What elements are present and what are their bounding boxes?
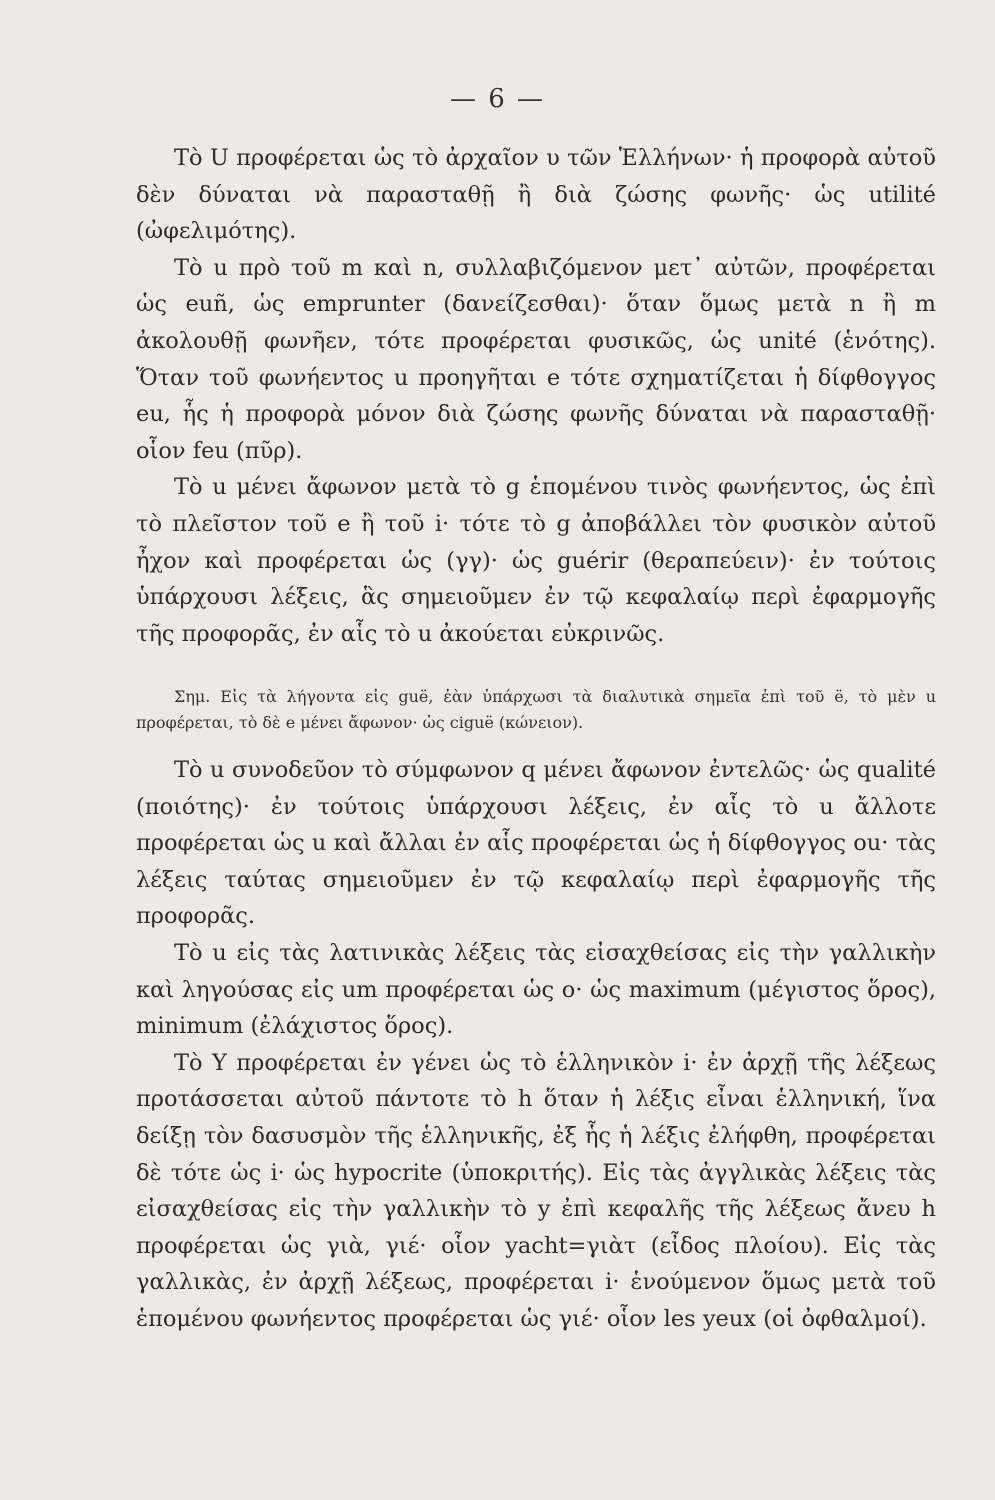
paragraph-u-latin-um: Τὸ u εἰς τὰς λατινικὰς λέξεις τὰς εἰσαχθείσας εἰς τὴν γαλλικὴν καὶ ληγούσας εἰς um προφέρεται ὡς o· ὡς maximum (μέγιστος ὅρος), minimum (ἐλάχιστος ὅρος). [136, 939, 936, 1040]
paragraph-u-before-m-n: Τὸ u πρὸ τοῦ m καὶ n, συλλαβιζόμενον μετ᾽ αὐτῶν, προφέρεται ὡς euñ, ὡς emprunter (δανείζεσθαι)· ὅταν ὅμως μετὰ n ἢ m ἀκολουθῇ φωνῆεν, τότε προφέρεται φυσικῶς, ὡς unité (ἑνότης). Ὅταν τοῦ φωνήεντος u προηγῆται e τότε σχηματίζεται ἡ δίφθογγος eu, ἧς ἡ προφορὰ μόνον διὰ ζώσης φωνῆς δύναται νὰ παρασταθῇ· οἷον feu (πῦρ). [136, 254, 936, 464]
footnote-text: Σημ. Εἰς τὰ λήγοντα εἰς guë, ἐὰν ὑπάρχωσι τὰ διαλυτικὰ σημεῖα ἐπὶ τοῦ ë, τὸ μὲν u προφέρεται, τὸ δὲ e μένει ἄφωνον· ὡς ciguë (κώνειον). [136, 687, 936, 732]
paragraph-u-after-q: Τὸ u συνοδεῦον τὸ σύμφωνον q μένει ἄφωνον ἐντελῶς· ὡς qualité (ποιότης)· ἐν τούτοις ὑπάρχουσι λέξεις, ἐν αἷς τὸ u ἄλλοτε προφέρεται ὡς u καὶ ἄλλαι ἐν αἷς προφέρεται ὡς ἡ δίφθογγος ou· τὰς λέξεις ταύτας σημειοῦμεν ἐν τῷ κεφαλαίῳ περὶ ἐφαρμογῆς τῆς προφορᾶς. [136, 757, 936, 930]
footnote [136, 684, 936, 736]
paragraph-u-silent-after-g: Τὸ u μένει ἄφωνον μετὰ τὸ g ἑπομένου τινὸς φωνήεντος, ὡς ἐπὶ τὸ πλεῖστον τοῦ e ἢ τοῦ i· τότε τὸ g ἀποβάλλει τὸν φυσικὸν αὐτοῦ ἦχον καὶ προφέρεται ὡς (γγ)· ὡς guérir (θεραπεύειν)· ἐν τούτοις ὑπάρχουσι λέξεις, ἃς σημειοῦμεν ἐν τῷ κεφαλαίῳ περὶ ἐφαρμογῆς τῆς προφορᾶς, ἐν αἷς τὸ u ἀκούεται εὐκρινῶς. [136, 474, 936, 647]
paragraph-u-pronunciation: Τὸ U προφέρεται ὡς τὸ ἀρχαῖον υ τῶν Ἑλλήνων· ἡ προφορὰ αὐτοῦ δὲν δύναται νὰ παρασταθῇ ἢ διὰ ζώσης φωνῆς· ὡς utilité (ὠφελιμότης). [136, 145, 936, 245]
main-text-bottom [136, 752, 936, 1338]
main-text-top [136, 140, 936, 652]
paragraph-y-pronunciation: Τὸ Y προφέρεται ἐν γένει ὡς τὸ ἑλληνικὸν i· ἐν ἀρχῇ τῆς λέξεως προτάσσεται αὐτοῦ πάντοτε τὸ h ὅταν ἡ λέξις εἶναι ἑλληνική, ἵνα δείξῃ τὸν δασυσμὸν τῆς ἑλληνικῆς, ἐξ ἧς ἡ λέξις ἐλήφθη, προφέρεται δὲ τότε ὡς i· ὡς hypocrite (ὑποκριτής). Εἰς τὰς ἀγγλικὰς λέξεις τὰς εἰσαχθείσας εἰς τὴν γαλλικὴν τὸ y ἐπὶ κεφαλῆς τῆς λέξεως ἄνευ h προφέρεται ὡς γιὰ, γιέ· οἷον yacht=γιὰτ (εἶδος πλοίου). Εἰς τὰς γαλλικὰς, ἐν ἀρχῇ λέξεως, προφέρεται i· ἑνούμενον ὅμως μετὰ τοῦ ἑπομένου φωνήεντος προφέρεται ὡς γιέ· οἷον les yeux (οἱ ὀφθαλμοί). [136, 1049, 936, 1332]
page-number: — 6 — [449, 84, 546, 114]
